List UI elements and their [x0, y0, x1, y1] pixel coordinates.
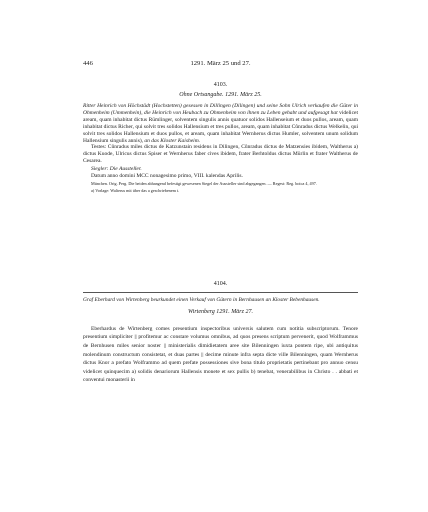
regest: Graf Eberhard von Wirtenberg beurkundet einen Verkauf von Gütern in Bernhausen an Kloster Bebenhausen.	[83, 297, 320, 303]
footnote: a) Vorlage: Walterus mit über das a geschriebenem t.	[91, 188, 180, 194]
sealer: Siegler: Die Aussteller.	[91, 166, 142, 173]
document-text: Eberhardus de Wirtenberg comes presentium inspectoribus universis salutem cum notitia subscriptorum. Tenore presentium simpliciter || profitemur ac constare volumus omnibus, ad quos presens scriptum pervenerit, quod Wolframmus de Bernhusen miles senior noster || ministerialis dimidietatem aree site Bilenningen iuxta pontem ripe, ubi antiquitus molendinum constructum consistetat, et duas partes || decime minute infra septa dicte ville Bilenningen, quam Wernherus dictus Knor a prefato Wolframmo ad quem prefate possessiones sive bona titulo proprietatis pertinebant pro annuo censu videlicet quinquecim a) solidis denariorum Hallensis monete et sex pullis b) tenebat, venerabilibus in Christo . . abbati et conventui monasterii in	[83, 325, 358, 384]
document-text-end: an das Kloster Kaisheim.	[144, 137, 201, 144]
archive-note: München. Orig. Perg. Die beiden abhangend befestigt gewesenen Siegel der Aussteller sind abgegangen. — Regest: Reg. boica 4, 497.	[91, 180, 317, 186]
section-divider	[83, 292, 358, 293]
running-title: 1291. März 25 und 27.	[190, 60, 251, 67]
dateline: Ohne Ortsangabe. 1291. März 25.	[179, 92, 262, 98]
document-4104-body	[83, 297, 358, 385]
document-text: videlicet aream, quam inhabitat dictus Rümlinger, solventem singulis annis quatuor solidos Hallenseium et duos pullos, aream, quam inhabitat dictus Richer, qui solvit tres solidos Hallensium et tres pullos, aream, quam inhabitat Cůnradus dictus Welkelin, qui solvit tres solidos Hallensium et duos pullos, et aream, quam inhabitat Wernherus dictus Humler, solventem unum solidum Hallensium singulis annis),	[83, 109, 358, 144]
document-4103	[83, 82, 358, 193]
document-number: 4104.	[213, 281, 228, 287]
page-number: 446	[83, 60, 93, 67]
dateline: Wirtenberg 1291. März 27.	[188, 308, 253, 315]
witness-list: Testes: Cůnradus miles dictus de Katzunstain residens in Dilingen, Cůnradus dictus de Matzensies ibidem, Waltherus a) dictus Kuode, Ulricus dictus Spiser et Wernherus faber cives ibidem, frater Berhtoldus dictus Mürlin et frater Waltherus de Cesarea.	[83, 144, 358, 165]
document-number: 4103.	[213, 82, 228, 88]
regest-and-text	[83, 103, 358, 144]
datum-line: Datum anno domini MCC nonagesimo primo, VIII. kalendas Aprilis.	[91, 173, 243, 180]
regest: Ritter Heinrich von Höchstädt (Hochstetten) gesessen in Dillingen (Dilingen) und seine Sohn Ulrich verkaufen die Güter in Ohmenheim (Ummenhein), die Heinrich von Heubach zu Ohmenheim von ihnen zu Leben gehabt und aufgesagt hat	[83, 103, 358, 116]
document-4104	[83, 281, 358, 288]
sealer-line	[83, 166, 358, 173]
